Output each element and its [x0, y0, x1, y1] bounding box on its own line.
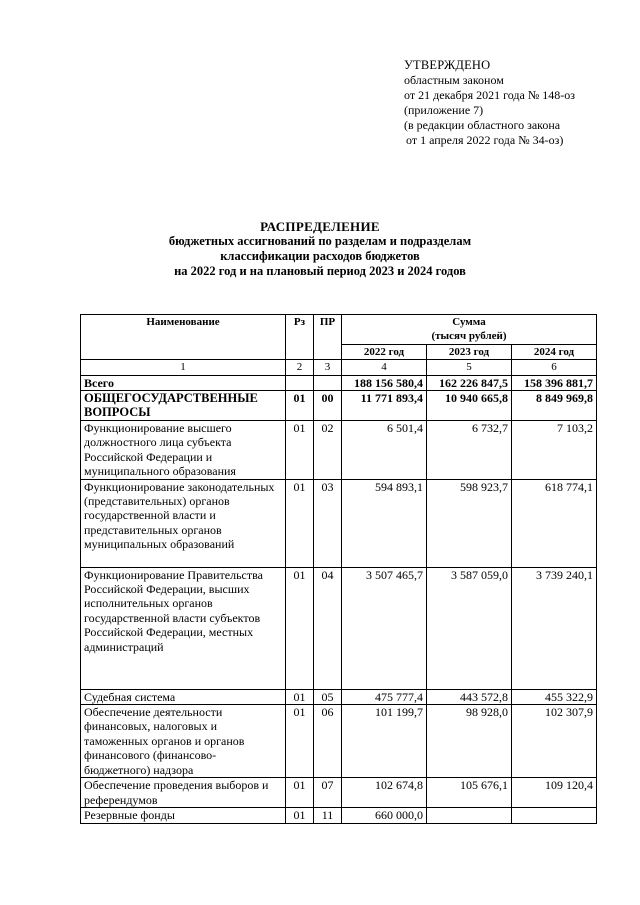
row-pr: 11 — [314, 808, 342, 823]
row-name: Функционирование высшего должностного лица субъекта Российской Федерации и муниципального образования — [81, 421, 286, 480]
col-number: 2 — [286, 360, 314, 375]
row-2024: 7 103,2 — [512, 421, 597, 480]
table-row — [81, 705, 597, 778]
table-row — [81, 421, 597, 480]
row-name: Резервные фонды — [81, 808, 286, 823]
row-2022: 102 674,8 — [342, 778, 427, 808]
col-number: 5 — [427, 360, 512, 375]
approval-stamp — [404, 58, 634, 148]
section-row — [81, 391, 597, 421]
col-number: 1 — [81, 360, 286, 375]
row-rz: 01 — [286, 689, 314, 704]
col-header-name: Наименование — [81, 315, 286, 360]
col-header-2023: 2023 год — [427, 344, 512, 359]
row-name: Судебная система — [81, 689, 286, 704]
title-line: бюджетных ассигнований по разделам и подразделам — [168, 234, 472, 248]
col-number: 3 — [314, 360, 342, 375]
total-rz — [286, 375, 314, 390]
row-2023 — [427, 808, 512, 823]
row-pr: 04 — [314, 567, 342, 689]
total-2023: 162 226 847,5 — [427, 375, 512, 390]
row-rz: 01 — [286, 705, 314, 778]
row-2023: 105 676,1 — [427, 778, 512, 808]
approval-line: (приложение 7) — [404, 103, 484, 117]
row-2022: 6 501,4 — [342, 421, 427, 480]
approval-line: от 21 декабря 2021 года № 148-оз — [404, 88, 576, 102]
total-label: Всего — [81, 375, 286, 390]
title-line: на 2022 год и на плановый период 2023 и 2024 годов — [174, 264, 466, 278]
row-2022: 475 777,4 — [342, 689, 427, 704]
row-2023: 3 587 059,0 — [427, 567, 512, 689]
row-2022: 101 199,7 — [342, 705, 427, 778]
table-row — [81, 567, 597, 689]
row-2024: 102 307,9 — [512, 705, 597, 778]
table-row — [81, 479, 597, 567]
row-pr: 06 — [314, 705, 342, 778]
section-name: ОБЩЕГОСУДАРСТВЕННЫЕ ВОПРОСЫ — [81, 391, 286, 421]
row-2023: 598 923,7 — [427, 479, 512, 567]
col-header-pr: ПР — [314, 315, 342, 360]
row-name: Обеспечение деятельности финансовых, налоговых и таможенных органов и органов финансового (финансово-бюджетного) надзора — [81, 705, 286, 778]
table-header-row — [81, 315, 597, 345]
row-pr: 03 — [314, 479, 342, 567]
col-header-2022: 2022 год — [342, 344, 427, 359]
row-2022: 3 507 465,7 — [342, 567, 427, 689]
approval-line: от 1 апреля 2022 года № 34-оз) — [406, 133, 564, 147]
row-2024: 109 120,4 — [512, 778, 597, 808]
section-2024: 8 849 969,8 — [512, 391, 597, 421]
document-title — [100, 219, 540, 279]
table-row — [81, 778, 597, 808]
row-pr: 05 — [314, 689, 342, 704]
table-row — [81, 689, 597, 704]
row-2023: 6 732,7 — [427, 421, 512, 480]
row-name: Обеспечение проведения выборов и референдумов — [81, 778, 286, 808]
row-2023: 98 928,0 — [427, 705, 512, 778]
title-main: РАСПРЕДЕЛЕНИЕ — [260, 219, 380, 234]
row-2022: 594 893,1 — [342, 479, 427, 567]
title-line: классификации расходов бюджетов — [220, 249, 420, 263]
row-name: Функционирование законодательных (представительных) органов государственной власти и представительных органов муниципальных образований — [81, 479, 286, 567]
col-header-sum — [342, 315, 597, 345]
section-rz: 01 — [286, 391, 314, 421]
row-2022: 660 000,0 — [342, 808, 427, 823]
total-pr — [314, 375, 342, 390]
row-rz: 01 — [286, 421, 314, 480]
column-numbers-row — [81, 360, 597, 375]
sum-unit: (тысяч рублей) — [431, 330, 507, 343]
approval-heading: УТВЕРЖДЕНО — [404, 58, 491, 72]
total-2022: 188 156 580,4 — [342, 375, 427, 390]
table-row — [81, 808, 597, 823]
section-2022: 11 771 893,4 — [342, 391, 427, 421]
total-2024: 158 396 881,7 — [512, 375, 597, 390]
col-number: 6 — [512, 360, 597, 375]
row-pr: 02 — [314, 421, 342, 480]
section-2023: 10 940 665,8 — [427, 391, 512, 421]
approval-line: (в редакции областного закона — [404, 118, 561, 132]
row-2024: 455 322,9 — [512, 689, 597, 704]
col-header-2024: 2024 год — [512, 344, 597, 359]
row-rz: 01 — [286, 479, 314, 567]
approval-line: областным законом — [404, 73, 504, 87]
row-name: Функционирование Правительства Российской Федерации, высших исполнительных органов государственной власти субъектов Российской Федерации, местных администраций — [81, 567, 286, 689]
row-rz: 01 — [286, 778, 314, 808]
row-2024 — [512, 808, 597, 823]
col-number: 4 — [342, 360, 427, 375]
sum-label: Сумма — [452, 316, 486, 328]
col-header-rz: Рз — [286, 315, 314, 360]
budget-table — [80, 314, 597, 824]
row-2024: 3 739 240,1 — [512, 567, 597, 689]
total-row — [81, 375, 597, 390]
row-rz: 01 — [286, 808, 314, 823]
row-2023: 443 572,8 — [427, 689, 512, 704]
section-pr: 00 — [314, 391, 342, 421]
row-pr: 07 — [314, 778, 342, 808]
row-rz: 01 — [286, 567, 314, 689]
row-2024: 618 774,1 — [512, 479, 597, 567]
